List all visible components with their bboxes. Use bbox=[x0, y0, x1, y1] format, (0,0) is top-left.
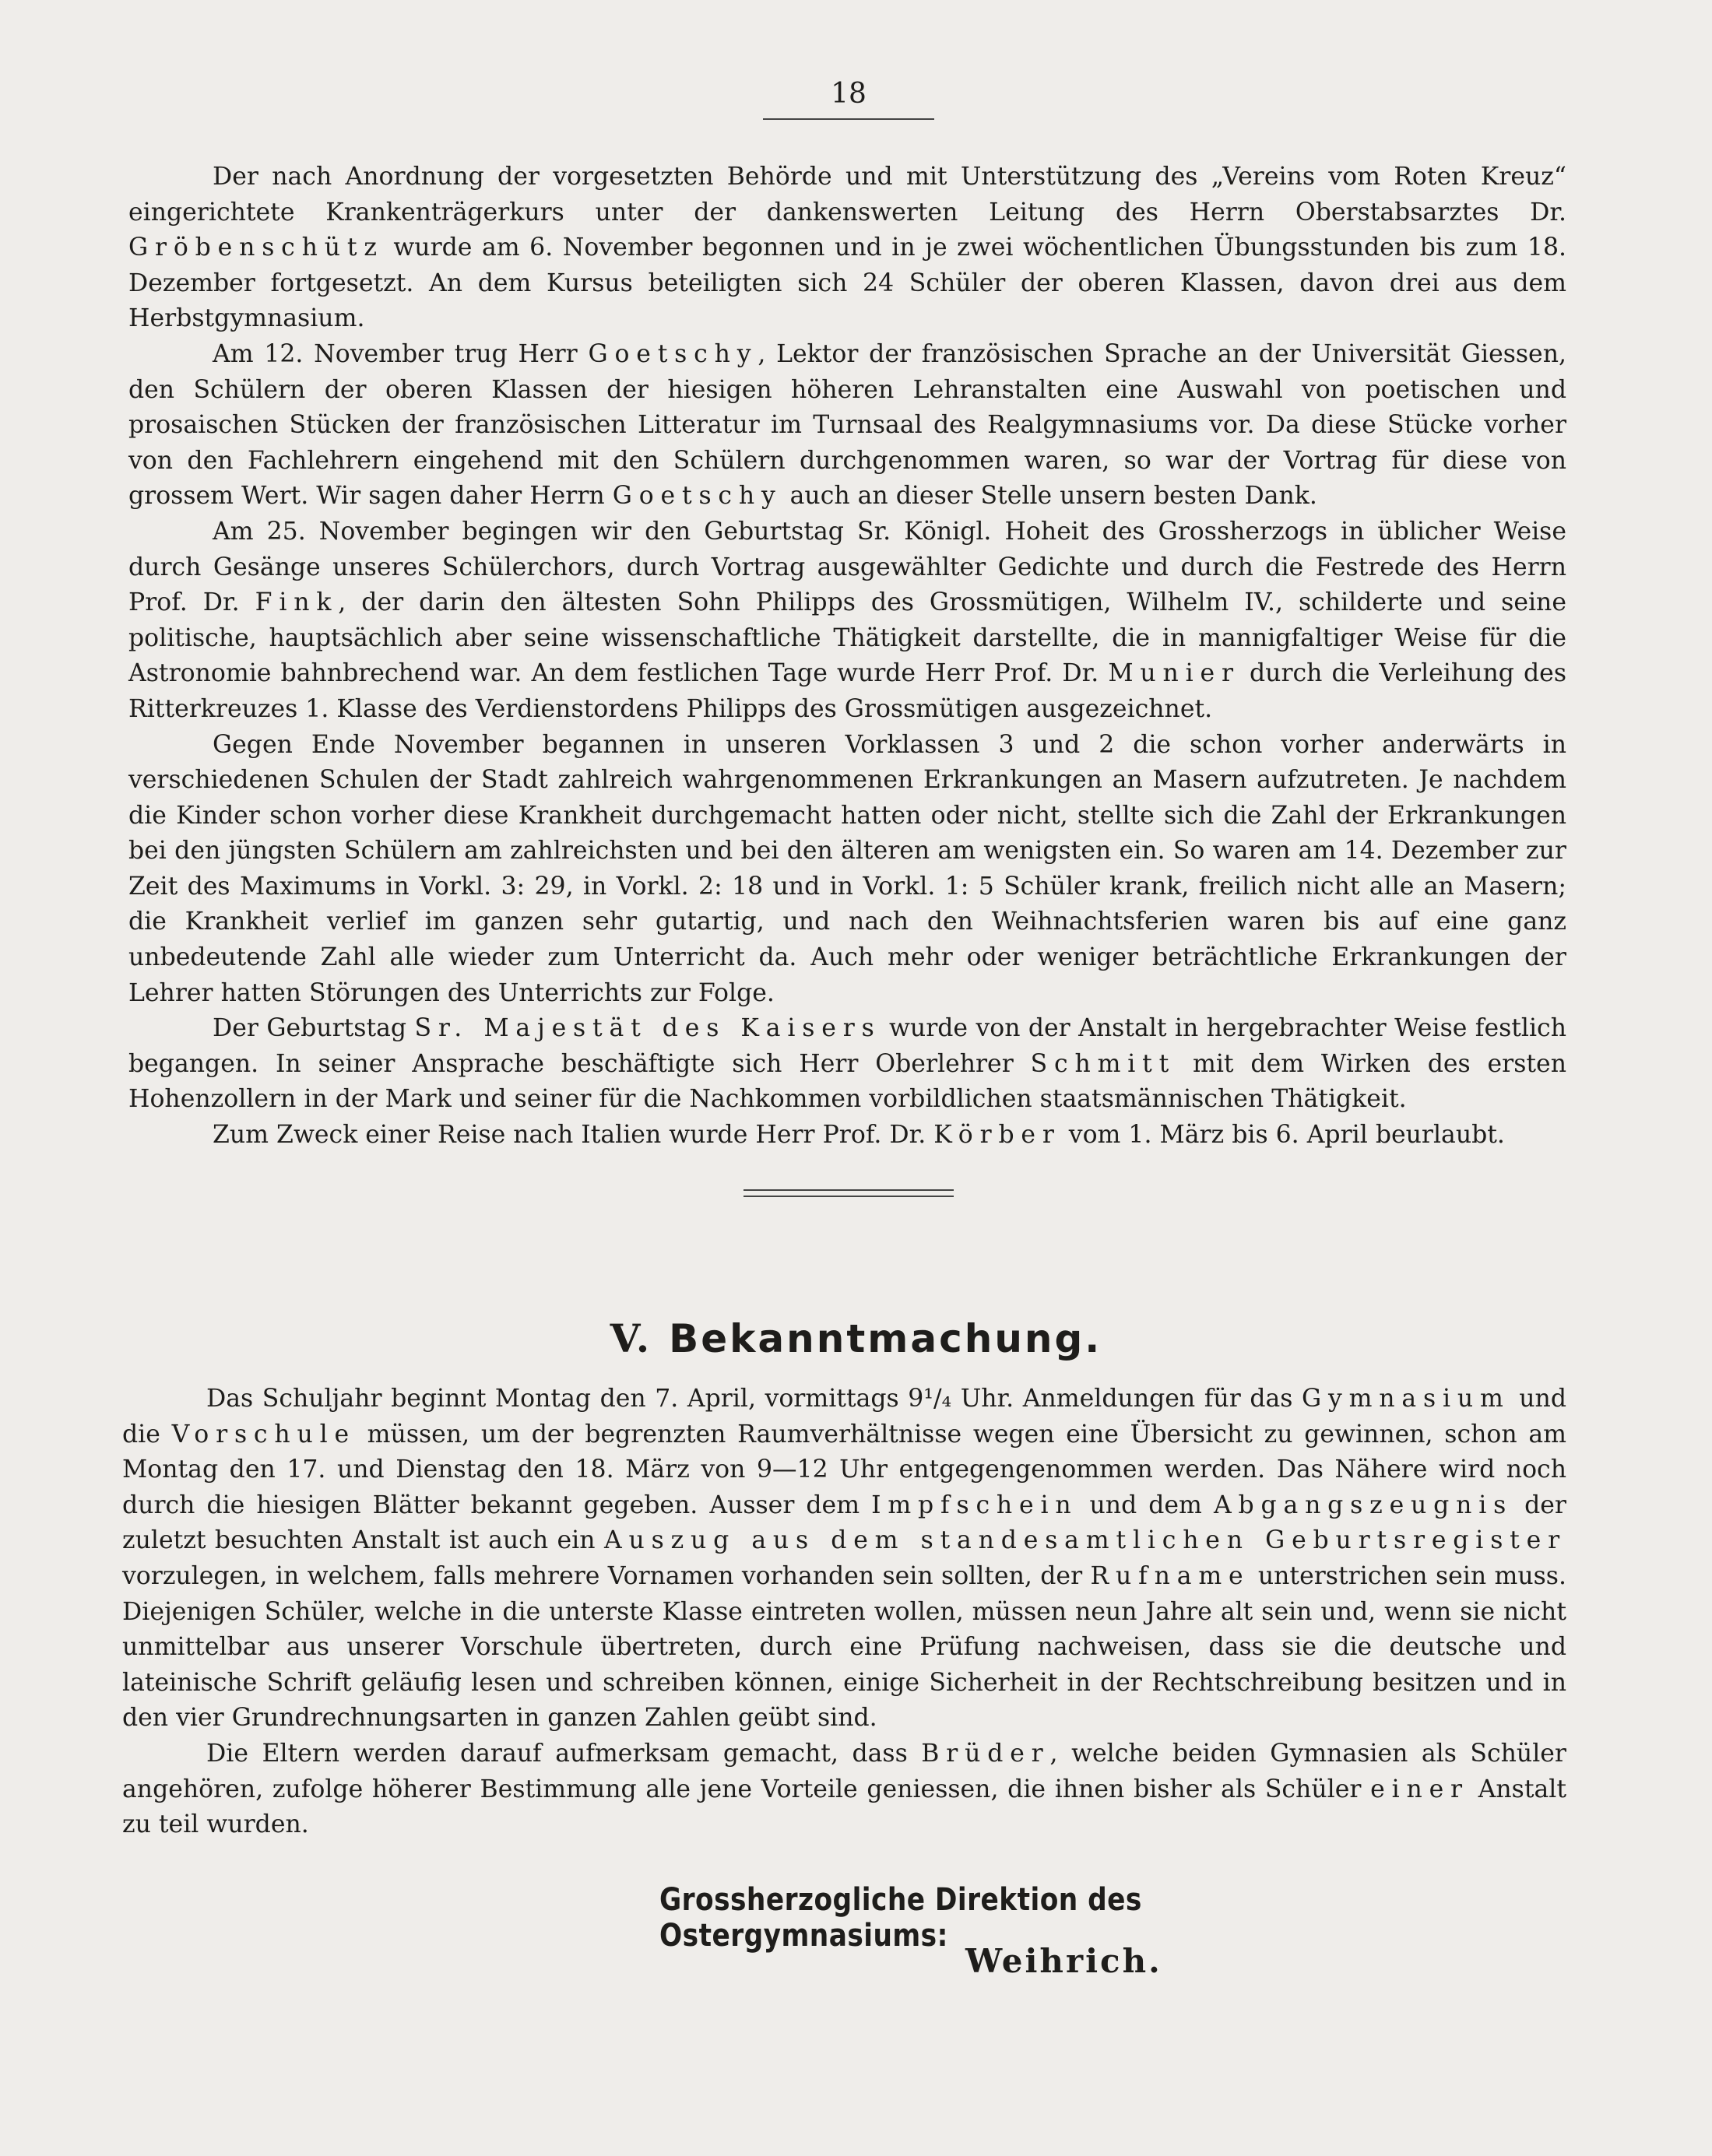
paragraph-text: Am 25. November begingen wir den Geburtstag Sr. Königl. Hoheit des Grossherzogs in üblicher Weise durch Gesänge unseres Schülerchors, durch Vortrag ausgewählter Gedichte und durch die Festrede des Herrn Prof. Dr. bbox=[128, 517, 1566, 617]
paragraph-text: wurde von der Anstalt in hergebrachter Weise festlich begangen. In seiner Ansprache beschäftigte sich Herr Oberlehrer bbox=[128, 1014, 1566, 1078]
paragraph-text: Anstalt zu teil wurden. bbox=[122, 1775, 1566, 1839]
spaced-emphasis: Fink bbox=[255, 588, 339, 617]
school-chronicle-text bbox=[128, 160, 1566, 1153]
paragraph-text: wurde am 6. November begonnen und in je zwei wöchentlichen Übungsstunden bis zum 18. Dezember fortgesetzt. An dem Kursus beteiligten sich 24 Schüler der oberen Klassen, davon drei aus dem Herbstgymnasium. bbox=[128, 234, 1566, 333]
paragraph-text: vom 1. März bis 6. April beurlaubt. bbox=[1060, 1121, 1505, 1150]
paragraph-text: und dem bbox=[1077, 1491, 1214, 1519]
paragraph-text: vorzulegen, in welchem, falls mehrere Vornamen vorhanden sein sollten, der bbox=[122, 1561, 1091, 1590]
paragraph-text: , Lektor der französischen Sprache an der Universität Giessen, den Schülern der oberen Klassen der hiesigen höheren Lehranstalten eine Auswahl von poetischen und prosaischen Stücken der französischen Litteratur im Turnsaal des Realgymnasiums vor. Da diese Stücke vorher von den Fachlehrern eingehend mit den Schülern durchgenommen waren, so war der Vortrag für diese von grossem Wert. Wir sagen daher Herrn bbox=[128, 339, 1566, 511]
paragraph-text: Die Eltern werden darauf aufmerksam gemacht, dass bbox=[206, 1739, 922, 1768]
spaced-emphasis: Körber bbox=[933, 1121, 1061, 1150]
paragraph-text: Das Schuljahr beginnt Montag den 7. April, vormittags 9¹/₄ Uhr. Anmeldungen für das bbox=[206, 1385, 1302, 1413]
paragraph-text: Gegen Ende November begannen in unseren Vorklassen 3 und 2 die schon vorher anderwärts in verschiedenen Schulen der Stadt zahlreich wahrgenommenen Erkrankungen an Masern aufzutreten. Je nachdem die Kinder schon vorher diese Krankheit durchgemacht hatten oder nicht, stellte sich die Zahl der Erkrankungen bei den jüngsten Schülern am zahlreichsten und bei den älteren am wenigsten ein. So waren am 14. Dezember zur Zeit des Maximums in Vorkl. 3: 29, in Vorkl. 2: 18 und in Vorkl. 1: 5 Schüler krank, freilich nicht alle an Masern; die Krankheit verlief im ganzen sehr gutartig, und nach den Weihnachtsferien waren bis auf eine ganz unbedeutende Zahl alle wieder zum Unterricht da. Auch mehr oder weniger beträchtliche Erkrankungen der Lehrer hatten Störungen des Unterrichts zur Folge. bbox=[128, 730, 1566, 1007]
paragraph bbox=[122, 1736, 1566, 1843]
paragraph-text: , welche beiden Gymnasien als Schüler angehören, zufolge höherer Bestimmung alle jene Vorteile geniessen, die ihnen bisher als Schüler bbox=[122, 1739, 1566, 1803]
section-heading bbox=[0, 1315, 1712, 1361]
section-title: Bekanntmachung. bbox=[669, 1316, 1102, 1361]
spaced-emphasis: Schmitt bbox=[1030, 1049, 1176, 1078]
paragraph-text: unterstrichen sein muss. Diejenigen Schüler, welche in die unterste Klasse eintreten wollen, müssen neun Jahre alt sein und, wenn sie nicht unmittelbar aus unserer Vorschule übertreten, durch eine Prüfung nachweisen, dass sie die deutsche und lateinische Schrift geläufig lesen und schreiben können, einige Sicherheit in der Rechtschreibung besitzen und in den vier Grundrechnungsarten in ganzen Zahlen geübt sind. bbox=[122, 1561, 1566, 1733]
spaced-emphasis: Gröbenschütz bbox=[128, 234, 384, 262]
paragraph-text: auch an dieser Stelle unsern besten Dank. bbox=[782, 482, 1317, 511]
paragraph-text: Der Geburtstag bbox=[213, 1014, 415, 1043]
spaced-emphasis: Goetschy bbox=[588, 339, 758, 368]
paragraph bbox=[128, 1118, 1566, 1153]
paragraph-text: und die bbox=[122, 1385, 1566, 1448]
header-rule bbox=[763, 118, 934, 120]
spaced-emphasis: einer bbox=[1370, 1775, 1469, 1803]
section-divider-rule bbox=[744, 1189, 954, 1191]
section-numeral: V. bbox=[610, 1315, 652, 1361]
paragraph bbox=[128, 1011, 1566, 1118]
spaced-emphasis: Gymnasium bbox=[1302, 1385, 1510, 1413]
section-divider-rule bbox=[744, 1196, 954, 1197]
paragraph bbox=[128, 514, 1566, 728]
spaced-emphasis: Goetschy bbox=[612, 482, 782, 511]
paragraph-text: Der nach Anordnung der vorgesetzten Behörde und mit Unterstützung des „Vereins vom Roten Kreuz“ eingerichtete Krankenträgerkurs unter der dankenswerten Leitung des Herrn Oberstabsarztes Dr. bbox=[128, 163, 1566, 226]
page-number: 18 bbox=[831, 78, 867, 110]
spaced-emphasis: Vorschule bbox=[171, 1420, 356, 1448]
paragraph bbox=[128, 337, 1566, 514]
paragraph bbox=[128, 160, 1566, 337]
spaced-emphasis: Rufname bbox=[1090, 1561, 1250, 1590]
paragraph-text: müssen, um der begrenzten Raumverhältnisse wegen eine Übersicht zu gewinnen, schon am Montag den 17. und Dienstag den 18. März von 9—12 Uhr entgegengenommen werden. Das Nähere wird noch durch die hiesigen Blätter bekannt gegeben. Ausser dem bbox=[122, 1420, 1566, 1519]
spaced-emphasis: Auszug aus dem standesamtlichen Geburtsregister bbox=[603, 1526, 1566, 1555]
spaced-emphasis: Sr. Majestät des Kaisers bbox=[414, 1014, 881, 1043]
paragraph bbox=[122, 1382, 1566, 1736]
paragraph-text: Am 12. November trug Herr bbox=[213, 339, 589, 368]
signature-organization: Grossherzogliche Direktion des Ostergymnasiums: bbox=[659, 1882, 1142, 1954]
spaced-emphasis: Brüder bbox=[921, 1739, 1050, 1768]
spaced-emphasis: Impfschein bbox=[871, 1491, 1078, 1519]
paragraph-text: der zuletzt besuchten Anstalt ist auch ein bbox=[122, 1491, 1566, 1555]
signature-name: Weihrich. bbox=[965, 1942, 1162, 1980]
announcement-text bbox=[122, 1382, 1566, 1843]
paragraph-text: durch die Verleihung des Ritterkreuzes 1. Klasse des Verdienstordens Philipps des Grossmütigen ausgezeichnet. bbox=[128, 659, 1566, 723]
paragraph-text: mit dem Wirken des ersten Hohenzollern in der Mark und seiner für die Nachkommen vorbildlichen staatsmännischen Thätigkeit. bbox=[128, 1049, 1566, 1114]
paragraph-text: , der darin den ältesten Sohn Philipps des Grossmütigen, Wilhelm IV., schilderte und seine politische, hauptsächlich aber seine wissenschaftliche Thätigkeit darstellte, die in mannigfaltiger Weise für die Astronomie bahnbrechend war. An dem festlichen Tage wurde Herr Prof. Dr. bbox=[128, 588, 1566, 688]
paragraph bbox=[128, 728, 1566, 1012]
paragraph-text: Zum Zweck einer Reise nach Italien wurde Herr Prof. Dr. bbox=[213, 1121, 934, 1150]
spaced-emphasis: Munier bbox=[1108, 659, 1240, 688]
spaced-emphasis: Abgangszeugnis bbox=[1213, 1491, 1513, 1519]
